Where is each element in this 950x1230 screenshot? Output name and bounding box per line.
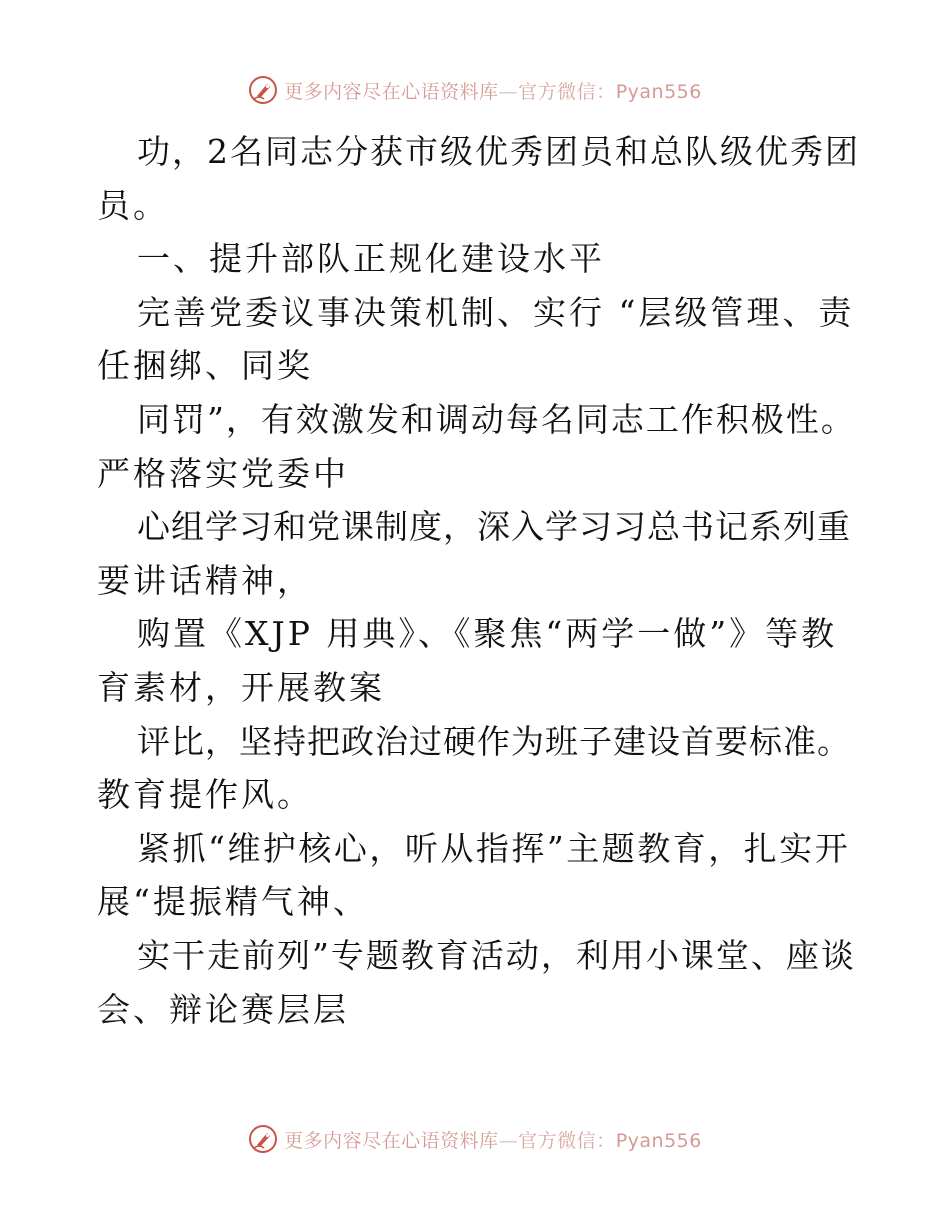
watermark-text: [284, 77, 702, 104]
text-line: 功，2名同志分获市级优秀团员和总队级优秀团: [137, 132, 860, 171]
text-line: 紧抓“维护核心，听从指挥”主题教育，扎实开: [137, 828, 851, 868]
watermark-account-label: 官方微信：: [518, 1129, 616, 1152]
pen-nib-logo-icon: [248, 75, 278, 105]
text-line: 购置《XJP 用典》、《聚焦“两学一做”》等教: [137, 614, 838, 654]
watermark-separator: —: [498, 1129, 519, 1152]
text-line: 严格落实党委中: [97, 453, 349, 493]
watermark-brand: 更多内容尽在心语资料库: [284, 80, 499, 103]
watermark-account: Pyan556: [615, 1129, 702, 1152]
text-line: 任捆绑、同奖: [97, 346, 313, 386]
text-line: 展“提振精气神、: [97, 882, 369, 922]
text-line: 教育提作风。: [97, 775, 313, 815]
watermark-brand: 更多内容尽在心语资料库: [284, 1129, 499, 1152]
text-line: 一、提升部队正规化建设水平: [137, 239, 605, 279]
watermark-text: [284, 1126, 702, 1153]
text-line: 要讲话精神，: [97, 560, 313, 600]
text-line: 会、辩论赛层层: [97, 989, 349, 1029]
text-line: 实干走前列”专题教育活动，利用小课堂、座谈: [137, 935, 856, 975]
text-line: 完善党委议事决策机制、实行 “层级管理、责: [137, 292, 855, 332]
text-line: 评比，坚持把政治过硬作为班子建设首要标准。: [137, 721, 851, 761]
pen-nib-logo-icon: [248, 1124, 278, 1154]
text-line: 员。: [97, 185, 169, 225]
document-body: [97, 125, 860, 1036]
watermark-separator: —: [498, 80, 519, 103]
watermark-account-label: 官方微信：: [518, 80, 616, 103]
footer-watermark: [0, 1122, 950, 1156]
text-line: 同罚”，有效激发和调动每名同志工作积极性。: [137, 399, 856, 439]
watermark-account: Pyan556: [615, 80, 702, 103]
text-line: 心组学习和党课制度，深入学习习总书记系列重: [137, 507, 851, 547]
header-watermark: [0, 73, 950, 107]
text-line: 育素材，开展教案: [97, 667, 385, 707]
